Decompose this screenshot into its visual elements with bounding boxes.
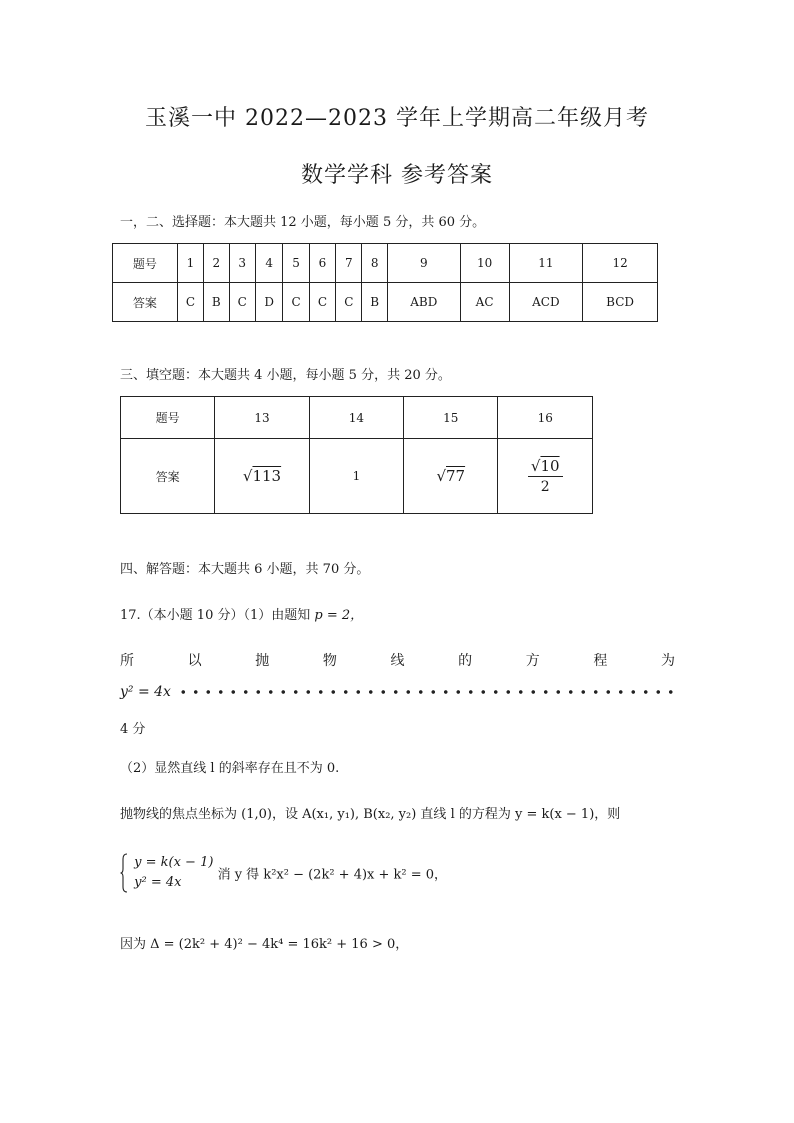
radicand: 77 bbox=[446, 467, 466, 485]
question-number: 15 bbox=[404, 397, 498, 439]
eliminate-text: 消 y 得 k²x² − (2k² + 4)x + k² = 0， bbox=[217, 867, 448, 883]
question-number: 10 bbox=[460, 244, 509, 283]
row-label: 答案 bbox=[121, 439, 215, 514]
answer-cell: B bbox=[362, 283, 387, 322]
sqrt-expression bbox=[243, 467, 281, 485]
sqrt-expression bbox=[436, 467, 465, 485]
table-row bbox=[113, 244, 658, 283]
q17-line bbox=[120, 604, 363, 623]
answer-cell: C bbox=[309, 283, 335, 322]
question-number: 1 bbox=[177, 244, 203, 283]
radicand: 113 bbox=[252, 467, 282, 485]
answer-cell: AC bbox=[460, 283, 509, 322]
spread-sentence bbox=[120, 650, 675, 670]
question-number: 3 bbox=[229, 244, 255, 283]
brace-icon bbox=[120, 853, 128, 893]
equation-dotted-line bbox=[120, 684, 675, 700]
part2-line: （2）显然直线 l 的斜率存在且不为 0. bbox=[120, 761, 340, 776]
question-number: 5 bbox=[283, 244, 309, 283]
spread-char: 的 bbox=[458, 653, 473, 669]
q17-intro: 17.（本小题 10 分）（1）由题知 bbox=[120, 608, 311, 623]
answer-cell: ABD bbox=[387, 283, 460, 322]
spread-char: 抛 bbox=[255, 653, 270, 669]
answer-cell: D bbox=[255, 283, 283, 322]
answer-cell: BCD bbox=[583, 283, 658, 322]
system-eq1: y = k(x − 1) bbox=[134, 855, 214, 870]
section3-heading: 三、填空题：本大题共 4 小题，每小题 5 分，共 20 分。 bbox=[120, 368, 451, 383]
answer-cell: C bbox=[336, 283, 362, 322]
focus-line: 抛物线的焦点坐标为 (1,0)，设 A(x₁, y₁), B(x₂, y₂) 直线 l 的方程为 y = k(x − 1)，则 bbox=[120, 807, 621, 822]
answer-cell: 1 bbox=[309, 439, 403, 514]
spread-char: 程 bbox=[593, 653, 608, 669]
fraction-denominator: 2 bbox=[540, 478, 550, 495]
section4-heading: 四、解答题：本大题共 6 小题，共 70 分。 bbox=[120, 562, 370, 577]
spread-char: 以 bbox=[187, 653, 202, 669]
answer-cell: C bbox=[177, 283, 203, 322]
choice-answer-table bbox=[112, 243, 658, 322]
question-number: 4 bbox=[255, 244, 283, 283]
sqrt-symbol: √ bbox=[242, 467, 253, 485]
score-label: 4 分 bbox=[120, 722, 146, 737]
fraction bbox=[528, 457, 563, 496]
question-number: 12 bbox=[583, 244, 658, 283]
parabola-equation: y² = 4x bbox=[120, 684, 171, 700]
delta-line: 因为 Δ = (2k² + 4)² − 4k⁴ = 16k² + 16 > 0， bbox=[120, 937, 409, 952]
radicand: 10 bbox=[540, 456, 560, 475]
q17-p-value: p = 2， bbox=[314, 608, 364, 623]
answer-cell bbox=[498, 439, 593, 514]
spread-char: 所 bbox=[120, 653, 134, 669]
answer-cell bbox=[215, 439, 310, 514]
row-label: 题号 bbox=[121, 397, 215, 439]
question-number: 8 bbox=[362, 244, 387, 283]
dot-leader bbox=[177, 688, 675, 696]
question-number: 14 bbox=[309, 397, 403, 439]
table-row bbox=[113, 283, 658, 322]
system-line bbox=[120, 853, 447, 893]
system-eq2: y² = 4x bbox=[134, 875, 182, 890]
answer-cell: ACD bbox=[509, 283, 583, 322]
answer-cell bbox=[404, 439, 498, 514]
question-number: 7 bbox=[336, 244, 362, 283]
spread-char: 线 bbox=[390, 653, 405, 669]
section1-heading: 一，二、选择题：本大题共 12 小题，每小题 5 分，共 60 分。 bbox=[120, 215, 486, 230]
table-row bbox=[121, 397, 593, 439]
sqrt-symbol: √ bbox=[436, 467, 446, 485]
page-subtitle: 数学学科 参考答案 bbox=[301, 163, 493, 188]
spread-char: 方 bbox=[525, 653, 540, 669]
equation-system bbox=[132, 853, 213, 893]
answer-cell: C bbox=[229, 283, 255, 322]
question-number: 11 bbox=[509, 244, 583, 283]
fraction-numerator bbox=[528, 457, 563, 477]
answer-cell: B bbox=[204, 283, 229, 322]
row-label: 答案 bbox=[113, 283, 178, 322]
sqrt-symbol: √ bbox=[530, 456, 541, 475]
question-number: 16 bbox=[498, 397, 593, 439]
spread-char: 为 bbox=[661, 653, 675, 669]
answer-cell: C bbox=[283, 283, 309, 322]
table-row bbox=[121, 439, 593, 514]
page-title: 玉溪一中 2022—2023 学年上学期高二年级月考 bbox=[145, 106, 649, 131]
question-number: 2 bbox=[204, 244, 229, 283]
question-number: 9 bbox=[387, 244, 460, 283]
question-number: 13 bbox=[215, 397, 310, 439]
row-label: 题号 bbox=[113, 244, 178, 283]
fill-blank-answer-table bbox=[120, 396, 593, 514]
question-number: 6 bbox=[309, 244, 335, 283]
spread-char: 物 bbox=[322, 653, 337, 669]
